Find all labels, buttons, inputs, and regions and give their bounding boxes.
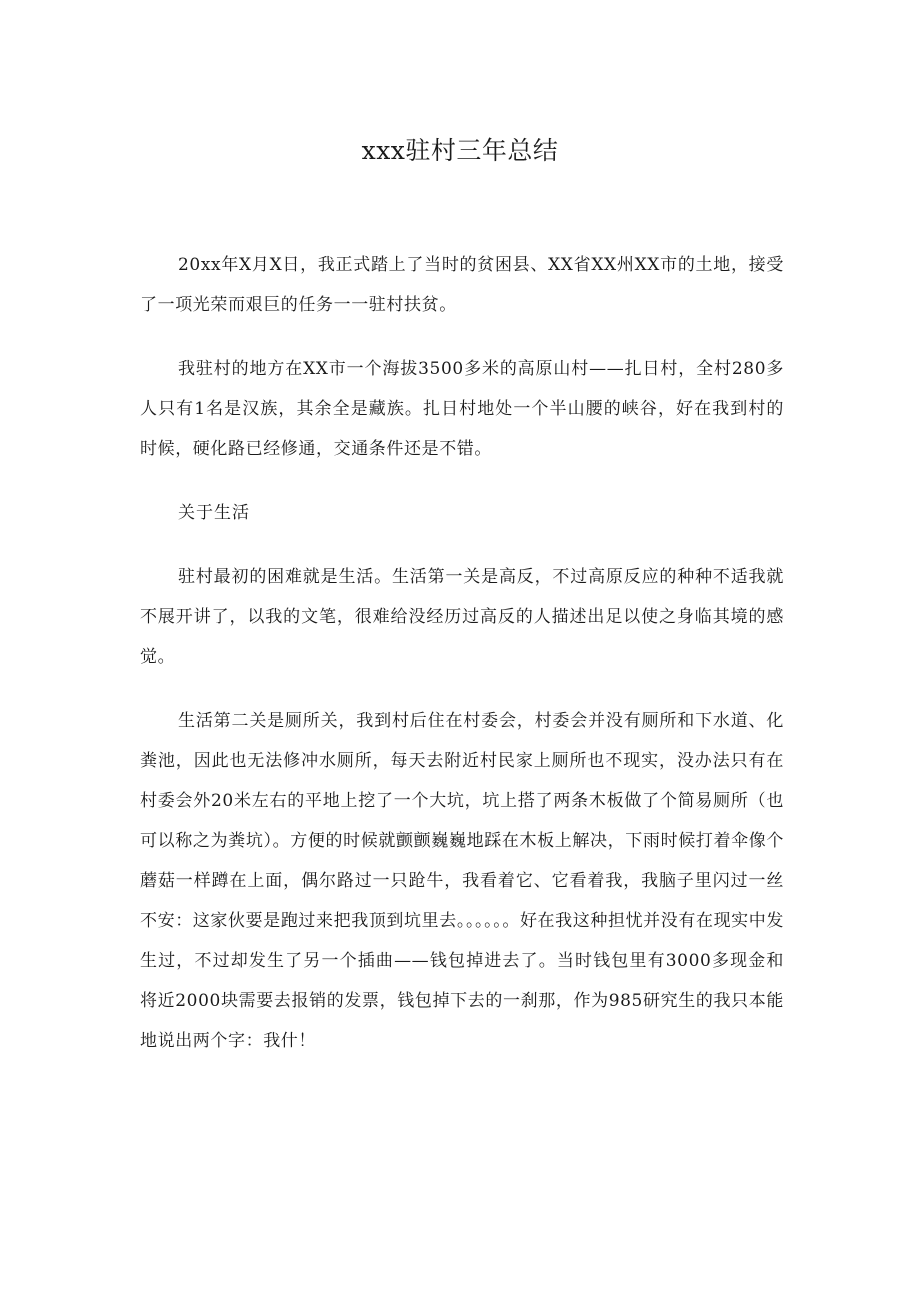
paragraph-village: 我驻村的地方在XX市一个海拔3500多米的高原山村——扎日村，全村280多人只有1名是汉族，其余全是藏族。扎日村地处一个半山腰的峡谷，好在我到村的时候，硬化路已经修通，交通条件还是不错。 [140, 359, 784, 459]
paragraph-altitude: 驻村最初的困难就是生活。生活第一关是高反，不过高原反应的种种不适我就不展开讲了，以我的文笔，很难给没经历过高反的人描述出足以使之身临其境的感觉。 [140, 567, 784, 667]
section-heading-life: 关于生活 [178, 503, 250, 523]
document-body [140, 245, 784, 1085]
document-title: xxx驻村三年总结 [361, 136, 559, 165]
paragraph-intro: 20xx年X月X日，我正式踏上了当时的贫困县、XX省XX州XX市的土地，接受了一项光荣而艰巨的任务一一驻村扶贫。 [140, 255, 784, 315]
paragraph-toilet: 生活第二关是厕所关，我到村后住在村委会，村委会并没有厕所和下水道、化粪池，因此也无法修冲水厕所，每天去附近村民家上厕所也不现实，没办法只有在村委会外20米左右的平地上挖了一个大坑，坑上搭了两条木板做了个简易厕所（也可以称之为粪坑）。方便的时候就颤颤巍巍地踩在木板上解决，下雨时候打着伞像个蘑菇一样蹲在上面，偶尔路过一只跄牛，我看着它、它看着我，我脑子里闪过一丝不安：这家伙要是跑过来把我顶到坑里去。。。。。。好在我这种担忧并没有在现实中发生过，不过却发生了另一个插曲——钱包掉进去了。当时钱包里有3000多现金和将近2000块需要去报销的发票，钱包掉下去的一刹那，作为985研究生的我只本能地说出两个字：我什！ [140, 711, 784, 1051]
